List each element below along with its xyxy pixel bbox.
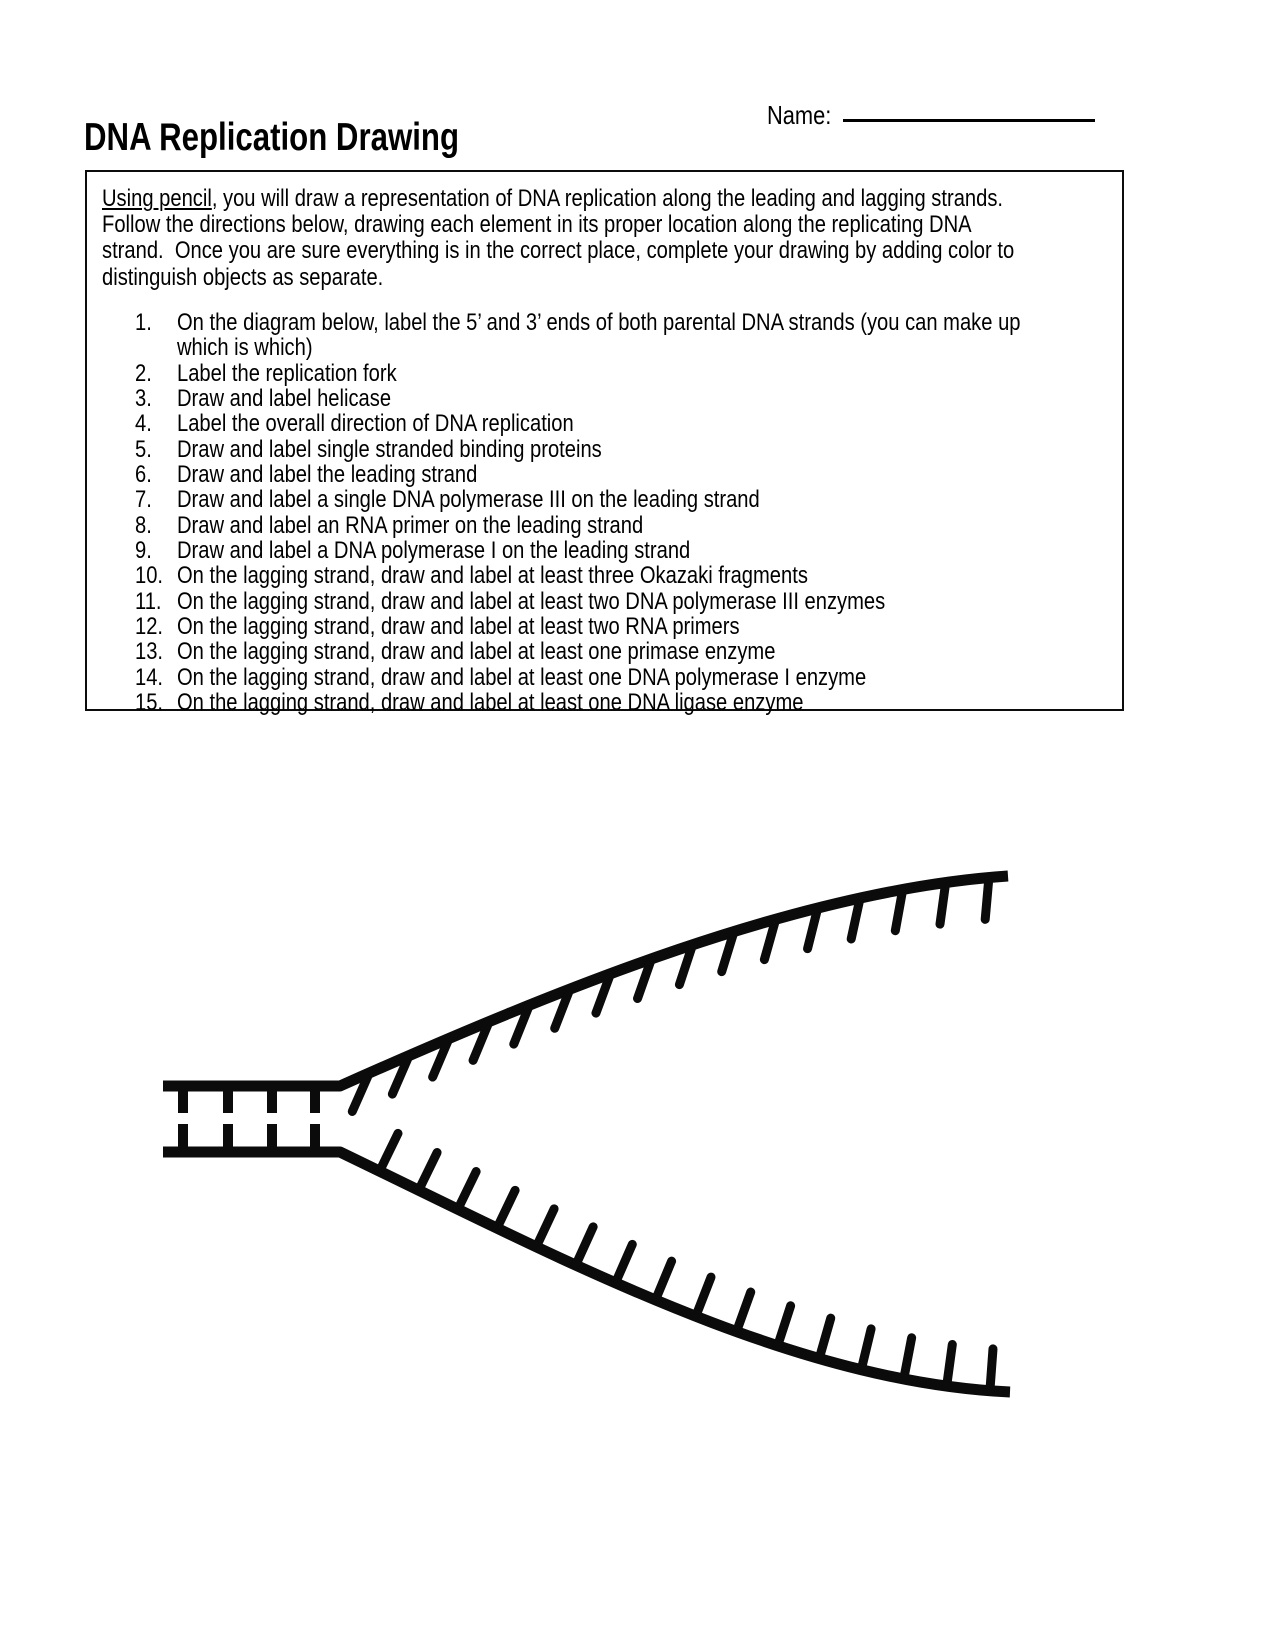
instruction-text-line: Draw and label single stranded binding proteins — [177, 435, 602, 463]
top-strand-backbone — [163, 876, 1008, 1086]
instruction-text-line: Draw and label the leading strand — [177, 460, 478, 488]
instruction-item — [135, 639, 964, 664]
intro-paragraph — [87, 172, 1122, 291]
top-strand-base-ticks — [352, 878, 989, 1112]
instruction-text-line: Draw and label an RNA primer on the leading strand — [177, 511, 644, 539]
instruction-number: 10. — [135, 562, 164, 590]
intro-line: distinguish objects as separate. — [102, 263, 384, 291]
intro-line: Follow the directions below, drawing each element in its proper location along the replicating DNA — [102, 211, 972, 239]
instruction-text-line: On the lagging strand, draw and label at least three Okazaki fragments — [177, 562, 808, 590]
instruction-item — [135, 538, 964, 563]
instruction-number: 8. — [135, 511, 152, 539]
instruction-number: 13. — [135, 638, 164, 666]
intro-line-text: , you will draw a representation of DNA replication along the leading and lagging strands. — [211, 185, 1004, 212]
instruction-text — [177, 639, 775, 664]
instruction-text-line: On the lagging strand, draw and label at least one primase enzyme — [177, 638, 776, 666]
instruction-item — [135, 437, 964, 462]
instruction-list — [135, 310, 1122, 716]
instruction-item — [135, 513, 964, 538]
instruction-text — [177, 513, 643, 538]
instruction-text-line: On the diagram below, label the 5’ and 3’ ends of both parental DNA strands (you can make up — [177, 308, 1021, 336]
instruction-item — [135, 361, 964, 386]
instructions-box — [85, 170, 1124, 716]
parental-dna-rungs — [183, 1086, 315, 1152]
instruction-number: 12. — [135, 612, 164, 640]
page-title: DNA Replication Drawing — [84, 116, 460, 160]
intro-line — [102, 185, 1004, 212]
instruction-text-line: Draw and label helicase — [177, 384, 392, 412]
intro-line: strand. Once you are sure everything is in the correct place, complete your drawing by adding color to — [102, 237, 1015, 265]
instruction-item — [135, 665, 964, 690]
bottom-strand-base-ticks — [380, 1133, 993, 1390]
underlined-phrase: Using pencil — [102, 185, 212, 212]
instruction-number: 7. — [135, 486, 152, 514]
instruction-number: 14. — [135, 663, 164, 691]
instruction-text — [177, 386, 391, 411]
instruction-text — [177, 437, 602, 462]
instruction-text — [177, 665, 866, 690]
instruction-item — [135, 487, 964, 512]
instruction-text — [177, 690, 803, 715]
instruction-text — [177, 538, 690, 563]
instruction-item — [135, 462, 964, 487]
instruction-text — [177, 411, 574, 436]
top-strand — [163, 876, 1008, 1111]
instruction-text — [177, 614, 740, 639]
instruction-text-line: On the lagging strand, draw and label at least one DNA ligase enzyme — [177, 688, 804, 716]
bottom-strand-backbone — [163, 1152, 1010, 1392]
name-blank-line — [843, 119, 1095, 122]
instruction-item — [135, 690, 964, 715]
instruction-text-line: On the lagging strand, draw and label at least two DNA polymerase III enzymes — [177, 587, 886, 615]
instruction-text-line: Draw and label a DNA polymerase I on the leading strand — [177, 536, 691, 564]
instruction-number: 9. — [135, 536, 152, 564]
instruction-text — [177, 563, 808, 588]
instruction-text — [177, 462, 477, 487]
instruction-number: 11. — [135, 587, 162, 615]
instruction-number: 5. — [135, 435, 152, 463]
instruction-item — [135, 614, 964, 639]
instruction-item — [135, 308, 1021, 362]
instruction-text-line: which is which) — [177, 334, 313, 362]
instruction-number: 2. — [135, 359, 152, 387]
instruction-text — [177, 487, 760, 512]
name-label: Name: — [767, 100, 832, 130]
instruction-text-line: Draw and label a single DNA polymerase III on the leading strand — [177, 486, 760, 514]
instruction-number: 3. — [135, 384, 152, 412]
instruction-text-line: On the lagging strand, draw and label at least one DNA polymerase I enzyme — [177, 663, 867, 691]
instruction-number: 6. — [135, 460, 152, 488]
bottom-strand — [163, 1133, 1010, 1392]
instruction-item — [135, 563, 964, 588]
instruction-item — [135, 411, 964, 436]
instruction-text — [177, 310, 1021, 361]
instruction-item — [135, 386, 964, 411]
instruction-item — [135, 589, 964, 614]
instruction-text-line: Label the overall direction of DNA replication — [177, 410, 574, 438]
instruction-number: 15. — [135, 688, 164, 716]
instruction-text-line: Label the replication fork — [177, 359, 397, 387]
instruction-number: 4. — [135, 410, 152, 438]
instruction-number: 1. — [135, 308, 152, 336]
instruction-text-line: On the lagging strand, draw and label at least two RNA primers — [177, 612, 740, 640]
instruction-text — [177, 361, 397, 386]
instruction-text — [177, 589, 885, 614]
